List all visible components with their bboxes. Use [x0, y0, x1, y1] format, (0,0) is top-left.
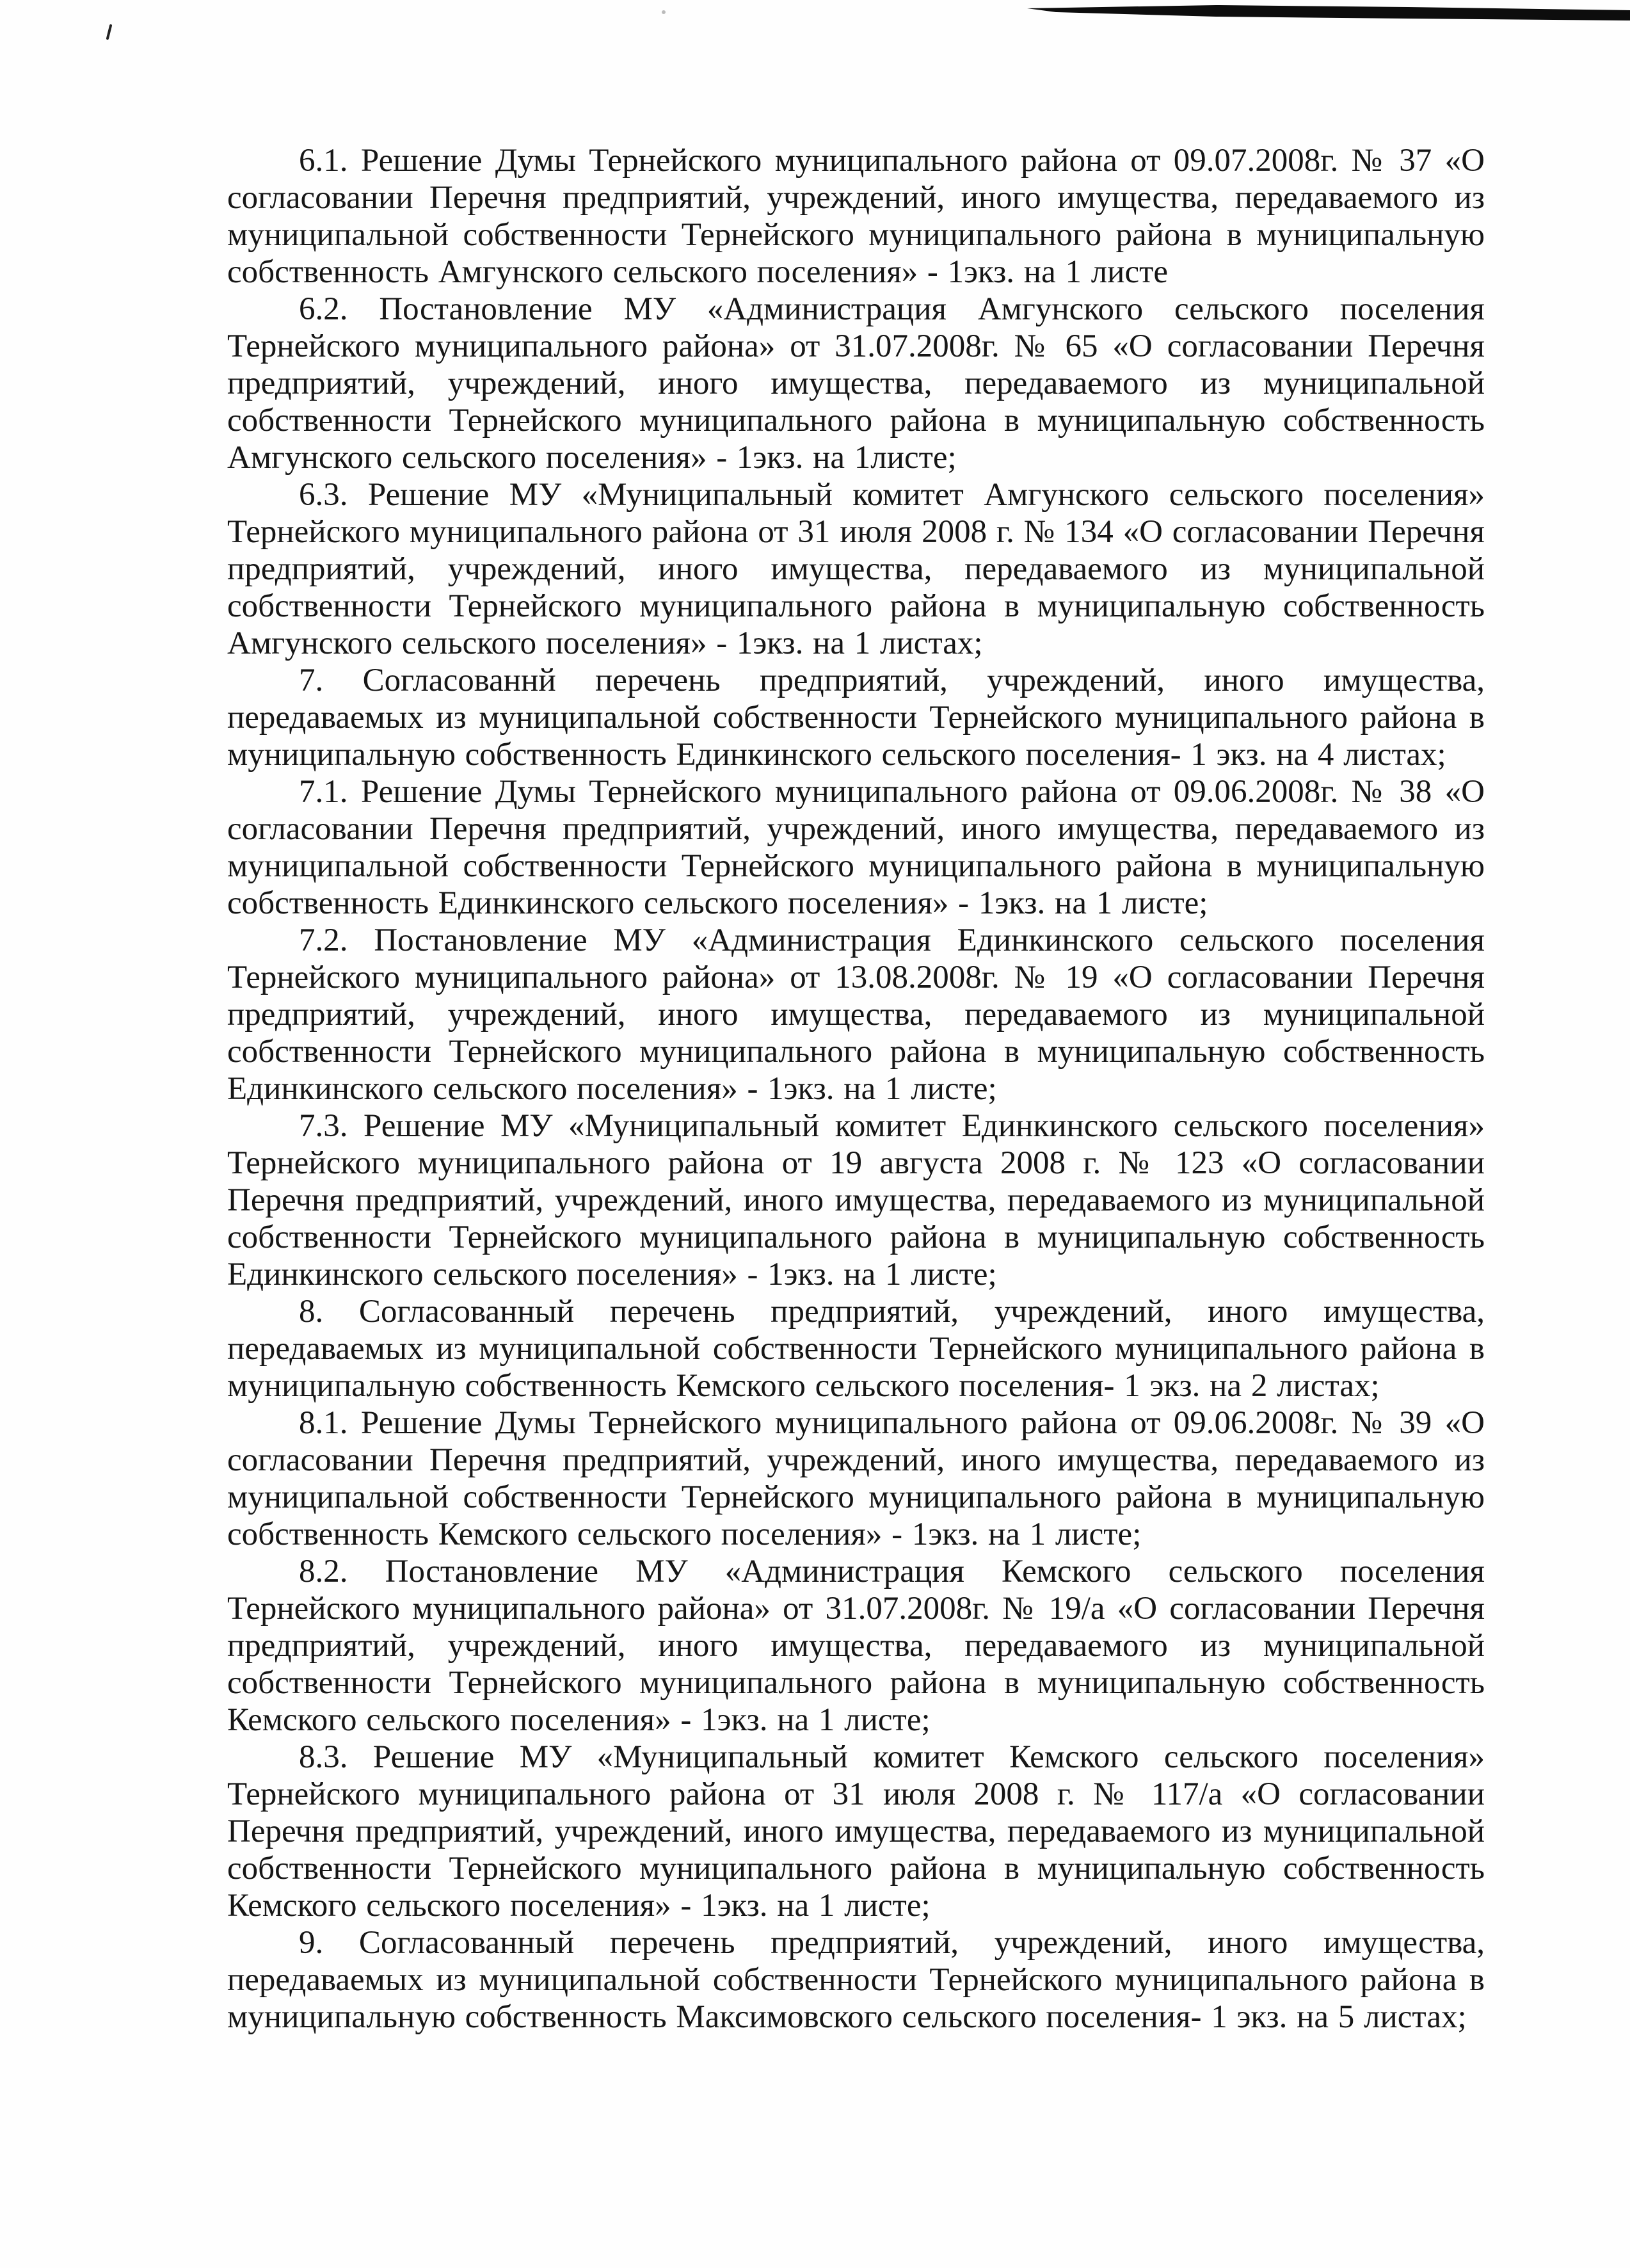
document-text-block: [227, 142, 1485, 2036]
scan-speck-artifact: [662, 10, 666, 14]
paragraph-6-3: 6.3. Решение МУ «Муниципальный комитет Амгунского сельского поселения» Тернейского муниципального района от 31 июля 2008 г. № 134 «О согласовании Перечня предприятий, учреждений, иного имущества, передаваемого из муниципальной собственности Тернейского муниципального района в муниципальную собственность Амгунского сельского поселения» - 1экз. на 1 листах;: [227, 477, 1485, 661]
paragraph-8-1: 8.1. Решение Думы Тернейского муниципального района от 09.06.2008г. № 39 «О согласовании Перечня предприятий, учреждений, иного имущества, передаваемого из муниципальной собственности Тернейского муниципального района в муниципальную собственность Кемского сельского поселения» - 1экз. на 1 листе;: [227, 1405, 1485, 1552]
paragraph-6-2: 6.2. Постановление МУ «Администрация Амгунского сельского поселения Тернейского муниципального района» от 31.07.2008г. № 65 «О согласовании Перечня предприятий, учреждений, иного имущества, передаваемого из муниципальной собственности Тернейского муниципального района в муниципальную собственность Амгунского сельского поселения» - 1экз. на 1листе;: [227, 291, 1485, 476]
paragraph-7-2: 7.2. Постановление МУ «Администрация Единкинского сельского поселения Тернейского муниципального района» от 13.08.2008г. № 19 «О согласовании Перечня предприятий, учреждений, иного имущества, передаваемого из муниципальной собственности Тернейского муниципального района в муниципальную собственность Единкинского сельского поселения» - 1экз. на 1 листе;: [227, 922, 1485, 1107]
paragraph-8: 8. Согласованный перечень предприятий, учреждений, иного имущества, передаваемых из муниципальной собственности Тернейского муниципального района в муниципальную собственность Кемского сельского поселения- 1 экз. на 2 листах;: [227, 1294, 1485, 1404]
paragraph-7: 7. Согласованнй перечень предприятий, учреждений, иного имущества, передаваемых из муниципальной собственности Тернейского муниципального района в муниципальную собственность Единкинского сельского поселения- 1 экз. на 4 листах;: [227, 663, 1485, 773]
paragraph-8-3: 8.3. Решение МУ «Муниципальный комитет Кемского сельского поселения» Тернейского муниципального района от 31 июля 2008 г. № 117/а «О согласовании Перечня предприятий, учреждений, иного имущества, передаваемого из муниципальной собственности Тернейского муниципального района в муниципальную собственность Кемского сельского поселения» - 1экз. на 1 листе;: [227, 1739, 1485, 1924]
paragraph-6-1: 6.1. Решение Думы Тернейского муниципального района от 09.07.2008г. № 37 «О согласовании Перечня предприятий, учреждений, иного имущества, передаваемого из муниципальной собственности Тернейского муниципального района в муниципальную собственность Амгунского сельского поселения» - 1экз. на 1 листе: [227, 143, 1485, 290]
paragraph-7-1: 7.1. Решение Думы Тернейского муниципального района от 09.06.2008г. № 38 «О согласовании Перечня предприятий, учреждений, иного имущества, передаваемого из муниципальной собственности Тернейского муниципального района в муниципальную собственность Единкинского сельского поселения» - 1экз. на 1 листе;: [227, 774, 1485, 921]
paragraph-8-2: 8.2. Постановление МУ «Администрация Кемского сельского поселения Тернейского муниципального района» от 31.07.2008г. № 19/а «О согласовании Перечня предприятий, учреждений, иного имущества, передаваемого из муниципальной собственности Тернейского муниципального района в муниципальную собственность Кемского сельского поселения» - 1экз. на 1 листе;: [227, 1554, 1485, 1738]
scan-streak-artifact: [1027, 5, 1630, 20]
paragraph-9: 9. Согласованный перечень предприятий, учреждений, иного имущества, передаваемых из муниципальной собственности Тернейского муниципального района в муниципальную собственность Максимовского сельского поселения- 1 экз. на 5 листах;: [227, 1925, 1485, 2035]
paragraph-7-3: 7.3. Решение МУ «Муниципальный комитет Единкинского сельского поселения» Тернейского муниципального района от 19 августа 2008 г. № 123 «О согласовании Перечня предприятий, учреждений, иного имущества, передаваемого из муниципальной собственности Тернейского муниципального района в муниципальную собственность Единкинского сельского поселения» - 1экз. на 1 листе;: [227, 1108, 1485, 1292]
scan-artifacts: [0, 0, 1630, 64]
scan-tick-artifact: [108, 26, 111, 38]
